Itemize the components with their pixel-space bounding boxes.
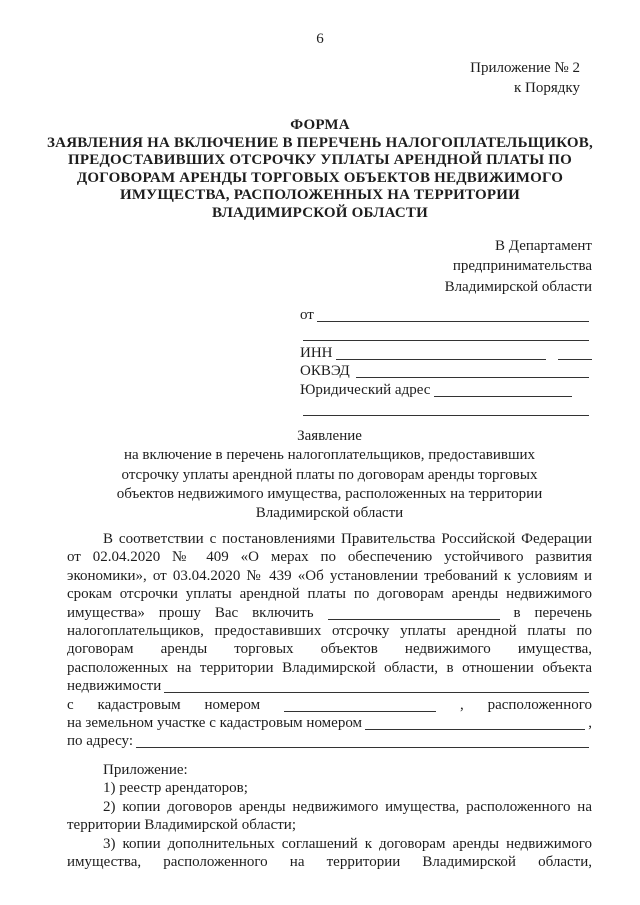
fill-in-blank [558, 359, 592, 360]
text-segment: от [300, 307, 314, 323]
text-segment: от 02.04.2020 № 409 «О мерах по обеспечению устойчивого развития [67, 549, 592, 566]
fill-in-blank [284, 711, 436, 712]
text-segment: 2) копии договоров аренды недвижимого имущества, расположенного на [103, 798, 592, 815]
text-line: отсрочку уплаты арендной платы по договорам аренды торговых [121, 466, 538, 483]
text-segment: имущества» прошу Вас включить [67, 604, 314, 621]
text-segment: срокам отсрочки уплаты арендной платы по договорам аренды недвижимого [67, 586, 592, 603]
text-line [67, 548, 592, 566]
text-line [67, 696, 592, 714]
text-segment: имущества, расположенного на территории Владимирской области, [67, 854, 592, 871]
text-line: к Порядку [514, 80, 580, 96]
fill-in-blank [365, 729, 585, 730]
text-line: Приложение № 2 [470, 60, 580, 76]
text-line: ЗАЯВЛЕНИЯ НА ВКЛЮЧЕНИЕ В ПЕРЕЧЕНЬ НАЛОГОПЛАТЕЛЬЩИКОВ, [47, 134, 593, 151]
addressee-block [445, 236, 592, 297]
fill-in-blank [356, 377, 589, 378]
text-line: ИМУЩЕСТВА, РАСПОЛОЖЕННЫХ НА ТЕРРИТОРИИ [119, 187, 521, 204]
text-segment: по адресу: [67, 733, 134, 750]
text-line: ФОРМА [290, 117, 350, 133]
text-line [300, 325, 592, 344]
text-line: В Департамент [495, 238, 592, 254]
text-line: Владимирской области [255, 505, 404, 522]
text-line [300, 362, 592, 381]
text-segment: 3) копии дополнительных соглашений к договорам аренды недвижимого [103, 835, 592, 852]
fill-in-blank [336, 359, 547, 360]
text-segment: ИНН [300, 344, 333, 361]
text-line [67, 761, 592, 779]
form-title [40, 117, 600, 223]
text-line [67, 622, 592, 640]
text-segment: Юридический адрес [300, 382, 435, 399]
text-segment: территории Владимирской области; [67, 817, 296, 834]
text-line: предпринимательства [452, 258, 592, 275]
text-segment: на земельном участке с кадастровым номером [67, 715, 363, 732]
text-line [300, 400, 592, 419]
fill-in-blank [164, 692, 589, 693]
text-segment: недвижимости [67, 678, 162, 695]
appendix-note [470, 58, 580, 98]
text-segment: налогоплательщиков, предоставивших отсрочку уплаты арендной платы по [67, 623, 592, 640]
fill-in-blank [434, 396, 572, 397]
text-line: ПРЕДОСТАВИВШИХ ОТСРОЧКУ УПЛАТЫ АРЕНДНОЙ ПЛАТЫ ПО [68, 152, 572, 169]
page-number: 6 [316, 31, 324, 47]
text-segment: договорам аренды торговых объектов недвижимого имущества, [67, 641, 592, 658]
text-line [67, 677, 592, 695]
text-segment: , расположенного [459, 696, 593, 713]
text-line [300, 306, 592, 325]
text-segment: 1) реестр арендаторов; [103, 780, 248, 797]
text-line [67, 585, 592, 603]
text-line [67, 530, 592, 548]
text-line [67, 732, 592, 750]
text-line [67, 816, 592, 834]
text-line: ВЛАДИМИРСКОЙ ОБЛАСТИ [212, 204, 428, 221]
text-segment: в перечень [513, 604, 593, 621]
text-line: на включение в перечень налогоплательщиков, предоставивших [123, 447, 536, 464]
text-line [67, 853, 592, 871]
text-line [67, 779, 592, 797]
fill-in-blank [136, 747, 589, 748]
text-line [300, 344, 592, 363]
text-line [300, 381, 592, 400]
text-line [67, 659, 592, 677]
fill-in-blank [328, 619, 500, 620]
fill-in-blank [303, 415, 589, 416]
text-segment: с кадастровым номером [67, 696, 261, 713]
text-line: объектов недвижимого имущества, расположенных на территории [116, 485, 543, 502]
text-line: Владимирской области [444, 278, 592, 295]
text-segment: Приложение: [103, 762, 188, 778]
text-line: Заявление [297, 428, 362, 444]
application-heading [67, 427, 592, 523]
text-line [67, 835, 592, 853]
text-segment: ОКВЭД [300, 363, 354, 380]
text-segment: В соответствии с постановлениями Правительства Российской Федерации [103, 531, 592, 547]
text-segment: расположенных на территории Владимирской области, в отношении объекта [67, 659, 592, 676]
text-line: ДОГОВОРАМ АРЕНДЫ ТОРГОВЫХ ОБЪЕКТОВ НЕДВИЖИМОГО [76, 169, 564, 186]
text-segment: экономики», от 03.04.2020 № 439 «Об установлении требований к условиям и [67, 567, 592, 584]
text-line [67, 604, 592, 622]
text-line [67, 567, 592, 585]
text-line [67, 798, 592, 816]
body-paragraph [67, 530, 592, 751]
text-line [67, 640, 592, 658]
fill-in-blank [303, 340, 589, 341]
attachments-list [67, 761, 592, 871]
applicant-fields [300, 306, 592, 419]
text-line [67, 714, 592, 732]
fill-in-blank [317, 321, 589, 322]
text-segment: , [588, 715, 592, 732]
